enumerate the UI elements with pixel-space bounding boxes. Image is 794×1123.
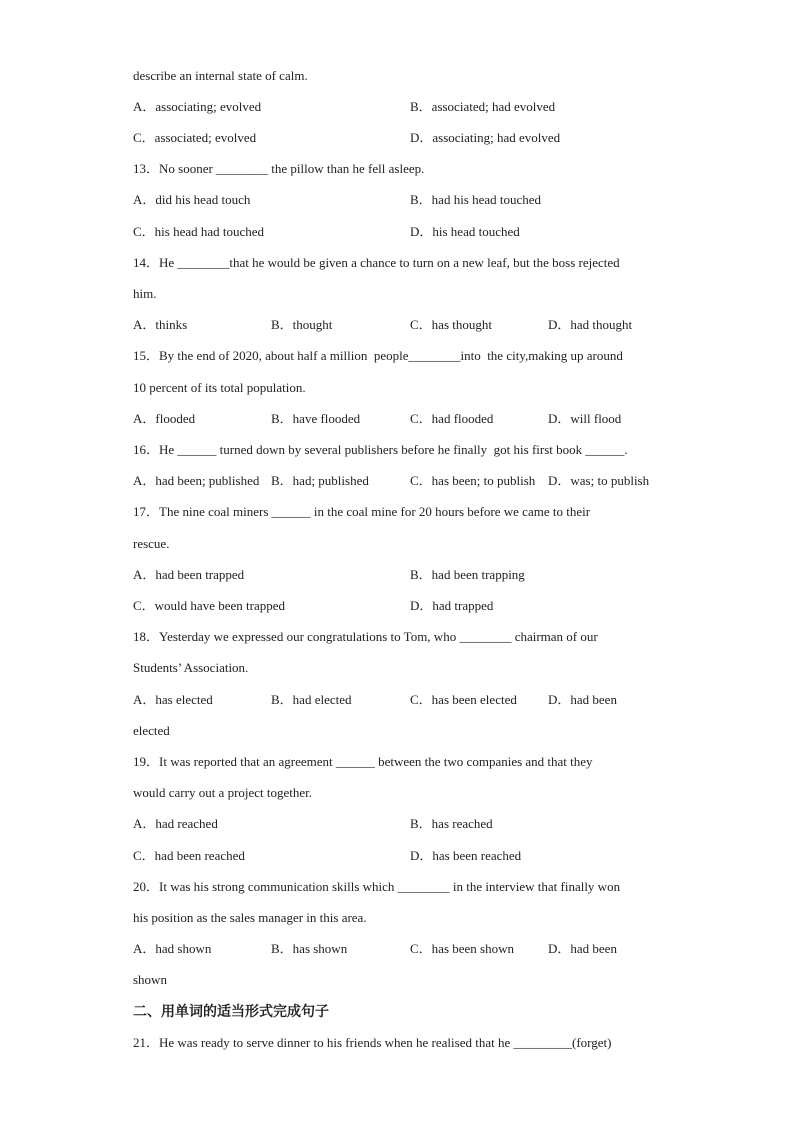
q20-option-a: A．had shown: [133, 941, 212, 956]
question-19-text-cont: would carry out a project together.: [133, 785, 313, 800]
q14-option-b: B．thought: [271, 317, 333, 332]
question-18-text-cont: Students’ Association.: [133, 660, 249, 675]
q12-option-d: D．associating; had evolved: [410, 130, 561, 145]
q16-option-a: A．had been; published: [133, 473, 260, 488]
q13-option-a: A．did his head touch: [133, 192, 251, 207]
q18-option-d: D．had been: [548, 692, 617, 707]
question-19-text: 19．It was reported that an agreement ______ between the two companies and that they: [133, 754, 593, 769]
q14-option-a: A．thinks: [133, 317, 188, 332]
q12-option-c: C．associated; evolved: [133, 130, 257, 145]
q17-option-c: C．would have been trapped: [133, 598, 285, 613]
question-14-text: 14．He ________that he would be given a chance to turn on a new leaf, but the boss rejected: [133, 255, 620, 270]
q20-option-d: D．had been: [548, 941, 617, 956]
q19-option-d: D．has been reached: [410, 848, 522, 863]
q15-option-a: A．flooded: [133, 411, 196, 426]
q15-option-c: C．had flooded: [410, 411, 494, 426]
q20-option-d-cont: shown: [133, 972, 167, 987]
q12-option-a: A．associating; evolved: [133, 99, 262, 114]
q17-option-a: A．had been trapped: [133, 567, 245, 582]
q18-option-a: A．has elected: [133, 692, 213, 707]
q20-option-b: B．has shown: [271, 941, 348, 956]
q15-option-d: D．will flood: [548, 411, 622, 426]
q15-option-b: B．have flooded: [271, 411, 361, 426]
q17-option-b: B．had been trapping: [410, 567, 525, 582]
q14-option-c: C．has thought: [410, 317, 492, 332]
q13-option-b: B．had his head touched: [410, 192, 542, 207]
question-21-text: 21．He was ready to serve dinner to his friends when he realised that he _________(forget): [133, 1035, 612, 1050]
q13-option-d: D．his head touched: [410, 224, 520, 239]
question-20-text-cont: his position as the sales manager in this area.: [133, 910, 367, 925]
question-17-text-cont: rescue.: [133, 536, 170, 551]
question-15-text: 15．By the end of 2020, about half a million people________into the city,making up around: [133, 348, 623, 363]
q17-option-d: D．had trapped: [410, 598, 494, 613]
q16-option-c: C．has been; to publish: [410, 473, 536, 488]
q13-option-c: C．his head had touched: [133, 224, 265, 239]
q18-option-b: B．had elected: [271, 692, 352, 707]
question-14-text-cont: him.: [133, 286, 157, 301]
q19-option-c: C．had been reached: [133, 848, 245, 863]
question-15-text-cont: 10 percent of its total population.: [133, 380, 306, 395]
q16-option-b: B．had; published: [271, 473, 369, 488]
q12-option-b: B．associated; had evolved: [410, 99, 556, 114]
q19-option-a: A．had reached: [133, 816, 218, 831]
question-12-text-tail: describe an internal state of calm.: [133, 68, 308, 83]
question-16-text: 16．He ______ turned down by several publishers before he finally got his first book ______.: [133, 442, 628, 457]
question-17-text: 17．The nine coal miners ______ in the coal mine for 20 hours before we came to their: [133, 504, 591, 519]
q18-option-c: C．has been elected: [410, 692, 517, 707]
question-13-text: 13．No sooner ________ the pillow than he fell asleep.: [133, 161, 425, 176]
question-18-text: 18．Yesterday we expressed our congratulations to Tom, who ________ chairman of our: [133, 629, 598, 644]
q14-option-d: D．had thought: [548, 317, 633, 332]
section-heading: 二、用单词的适当形式完成句子: [133, 1004, 329, 1020]
q19-option-b: B．has reached: [410, 816, 493, 831]
question-20-text: 20．It was his strong communication skills which ________ in the interview that finally won: [133, 879, 621, 894]
q20-option-c: C．has been shown: [410, 941, 514, 956]
q18-option-d-cont: elected: [133, 723, 170, 738]
q16-option-d: D．was; to publish: [548, 473, 650, 488]
